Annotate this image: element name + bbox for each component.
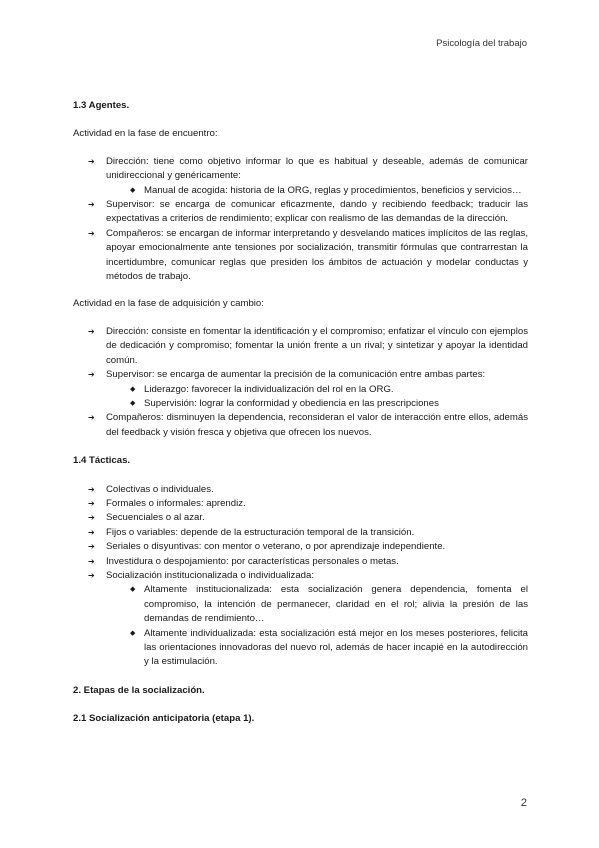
sub-list-item: ◆ Supervisión: lograr la conformidad y obediencia en las prescripciones xyxy=(73,397,528,411)
section-heading-anticipatoria: 2.1 Socialización anticipatoria (etapa 1). xyxy=(73,713,255,725)
list-item: ➔ Investidura o despojamiento: por características personales o metas. xyxy=(73,555,528,569)
list-tacticas xyxy=(73,483,528,670)
list-item: ➔ Fijos o variables: depende de la estructuración temporal de la transición. xyxy=(73,526,528,540)
section-heading-tacticas: 1.4 Tácticas. xyxy=(73,455,131,467)
sub-list-item: ◆ Altamente institucionalizada: esta socialización genera dependencia, fomenta el compromiso, la intención de permanecer, claridad en el rol; alivia la presión de las demandas de rendimiento… xyxy=(73,583,528,626)
list-item: ➔ Dirección: consiste en fomentar la identificación y el compromiso; enfatizar el vínculo con ejemplos de dedicación y compromiso; fomentar la unión frente a un rival; y sintetizar y apoyar la identidad común. xyxy=(73,325,528,368)
list-adquisicion xyxy=(73,325,528,440)
page-number: 2 xyxy=(520,797,527,809)
sub-list-item: ◆ Altamente individualizada: esta socialización está mejor en los meses posteriores, felicita las orientaciones innovadoras del nuevo rol, además de hacer incapié en la autodirección y la estimulación. xyxy=(73,627,528,670)
list-item: ➔ Socialización institucionalizada o individualizada: xyxy=(73,569,528,583)
page-content xyxy=(73,99,528,727)
list-item: ➔ Formales o informales: aprendiz. xyxy=(73,497,528,511)
list-item: ➔ Colectivas o individuales. xyxy=(73,483,528,497)
list-item: ➔ Supervisor: se encarga de comunicar eficazmente, dando y recibiendo feedback; traducir las expectativas a criterios de rendimiento; explicar con realismo de las demandas de la dirección. xyxy=(73,198,528,227)
list-item: ➔ Compañeros: disminuyen la dependencia, reconsideran el valor de interacción entre ellos, además del feedback y visión fresca y objetiva que ofrecen los nuevos. xyxy=(73,411,528,440)
sub-list-item: ◆ Liderazgo: favorecer la individualización del rol en la ORG. xyxy=(73,383,528,397)
list-item: ➔ Dirección: tiene como objetivo informar lo que es habitual y deseable, además de comunicar unidireccional y genéricamente: xyxy=(73,155,528,184)
paragraph-adquisicion-intro: Actividad en la fase de adquisición y cambio: xyxy=(73,298,264,310)
list-item: ➔ Seriales o disyuntivas: con mentor o veterano, o por aprendizaje independiente. xyxy=(73,540,528,554)
paragraph-encuentro-intro: Actividad en la fase de encuentro: xyxy=(73,128,218,140)
list-item: ➔ Compañeros: se encargan de informar interpretando y desvelando matices implícitos de las reglas, apoyar emocionalmente ante tensiones por socialización, transmitir fórmulas que contrarrestan la incertidumbre, comunicar reglas que presiden los ámbitos de actuación y modelar conductas y métodos de trabajo. xyxy=(73,227,528,285)
section-heading-etapas: 2. Etapas de la socialización. xyxy=(73,684,205,696)
running-header: Psicología del trabajo xyxy=(436,38,527,49)
list-item: ➔ Supervisor: se encarga de aumentar la precisión de la comunicación entre ambas partes: xyxy=(73,368,528,382)
section-heading-agentes: 1.3 Agentes. xyxy=(73,100,130,111)
list-item: ➔ Secuenciales o al azar. xyxy=(73,511,528,525)
list-encuentro xyxy=(73,155,528,285)
sub-list-item: ◆ Manual de acogida: historia de la ORG, reglas y procedimientos, beneficios y servicios… xyxy=(73,184,528,198)
